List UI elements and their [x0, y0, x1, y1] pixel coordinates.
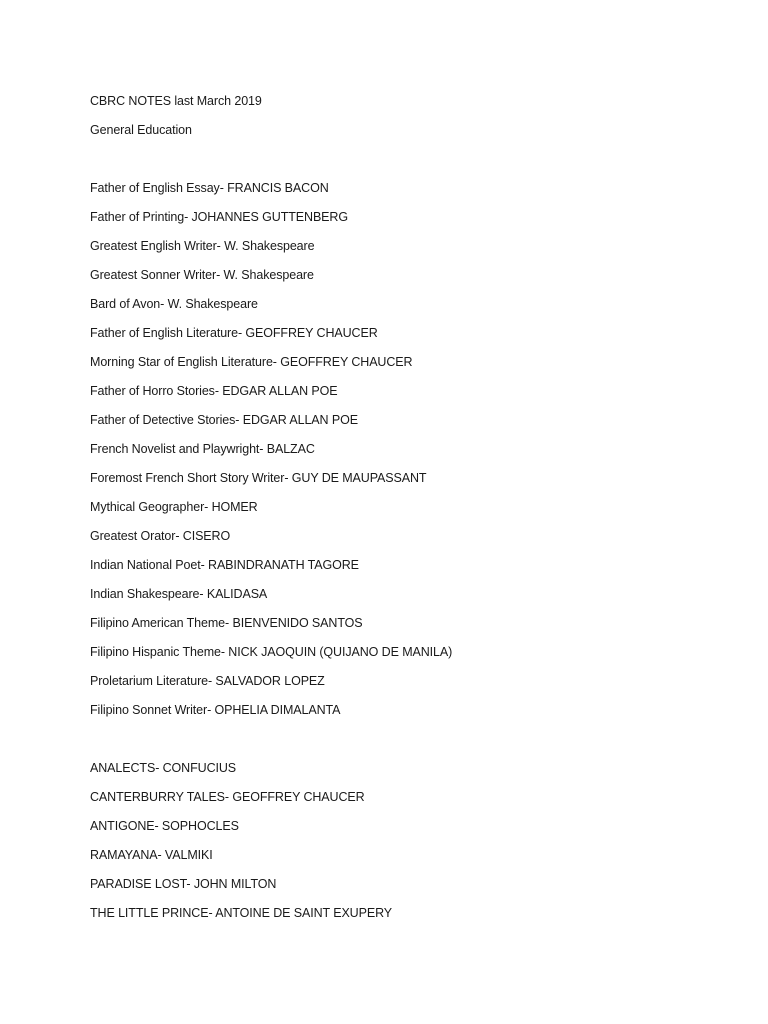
list-item: Morning Star of English Literature- GEOFFREY CHAUCER	[90, 355, 413, 369]
list-item: Father of Horro Stories- EDGAR ALLAN POE	[90, 384, 338, 398]
list-item: Greatest English Writer- W. Shakespeare	[90, 239, 315, 253]
list-item: Bard of Avon- W. Shakespeare	[90, 297, 258, 311]
section-authors-titles	[90, 178, 730, 729]
list-item: ANTIGONE- SOPHOCLES	[90, 819, 239, 833]
list-item: French Novelist and Playwright- BALZAC	[90, 442, 315, 456]
list-item: Father of English Essay- FRANCIS BACON	[90, 181, 329, 195]
list-item: Father of Printing- JOHANNES GUTTENBERG	[90, 210, 348, 224]
list-item: RAMAYANA- VALMIKI	[90, 848, 213, 862]
list-item: THE LITTLE PRINCE- ANTOINE DE SAINT EXUPERY	[90, 906, 393, 920]
section-literary-works	[90, 758, 730, 932]
list-item: Filipino Hispanic Theme- NICK JAOQUIN (QUIJANO DE MANILA)	[90, 645, 453, 659]
list-item: Greatest Orator- CISERO	[90, 529, 231, 543]
list-item: Foremost French Short Story Writer- GUY DE MAUPASSANT	[90, 471, 427, 485]
list-item: Father of Detective Stories- EDGAR ALLAN POE	[90, 413, 358, 427]
list-item: Father of English Literature- GEOFFREY CHAUCER	[90, 326, 378, 340]
list-item: Proletarium Literature- SALVADOR LOPEZ	[90, 674, 325, 688]
document-title: CBRC NOTES last March 2019	[90, 94, 262, 108]
list-item: Filipino Sonnet Writer- OPHELIA DIMALANTA	[90, 703, 341, 717]
list-item: PARADISE LOST- JOHN MILTON	[90, 877, 277, 891]
document-body	[90, 91, 730, 932]
list-item: Filipino American Theme- BIENVENIDO SANTOS	[90, 616, 363, 630]
list-item: Greatest Sonner Writer- W. Shakespeare	[90, 268, 314, 282]
list-item: CANTERBURRY TALES- GEOFFREY CHAUCER	[90, 790, 365, 804]
document-subtitle: General Education	[90, 123, 192, 137]
list-item: ANALECTS- CONFUCIUS	[90, 761, 237, 775]
list-item: Mythical Geographer- HOMER	[90, 500, 258, 514]
blank-line	[90, 149, 730, 178]
list-item: Indian Shakespeare- KALIDASA	[90, 587, 268, 601]
blank-line	[90, 729, 730, 758]
list-item: Indian National Poet- RABINDRANATH TAGORE	[90, 558, 359, 572]
